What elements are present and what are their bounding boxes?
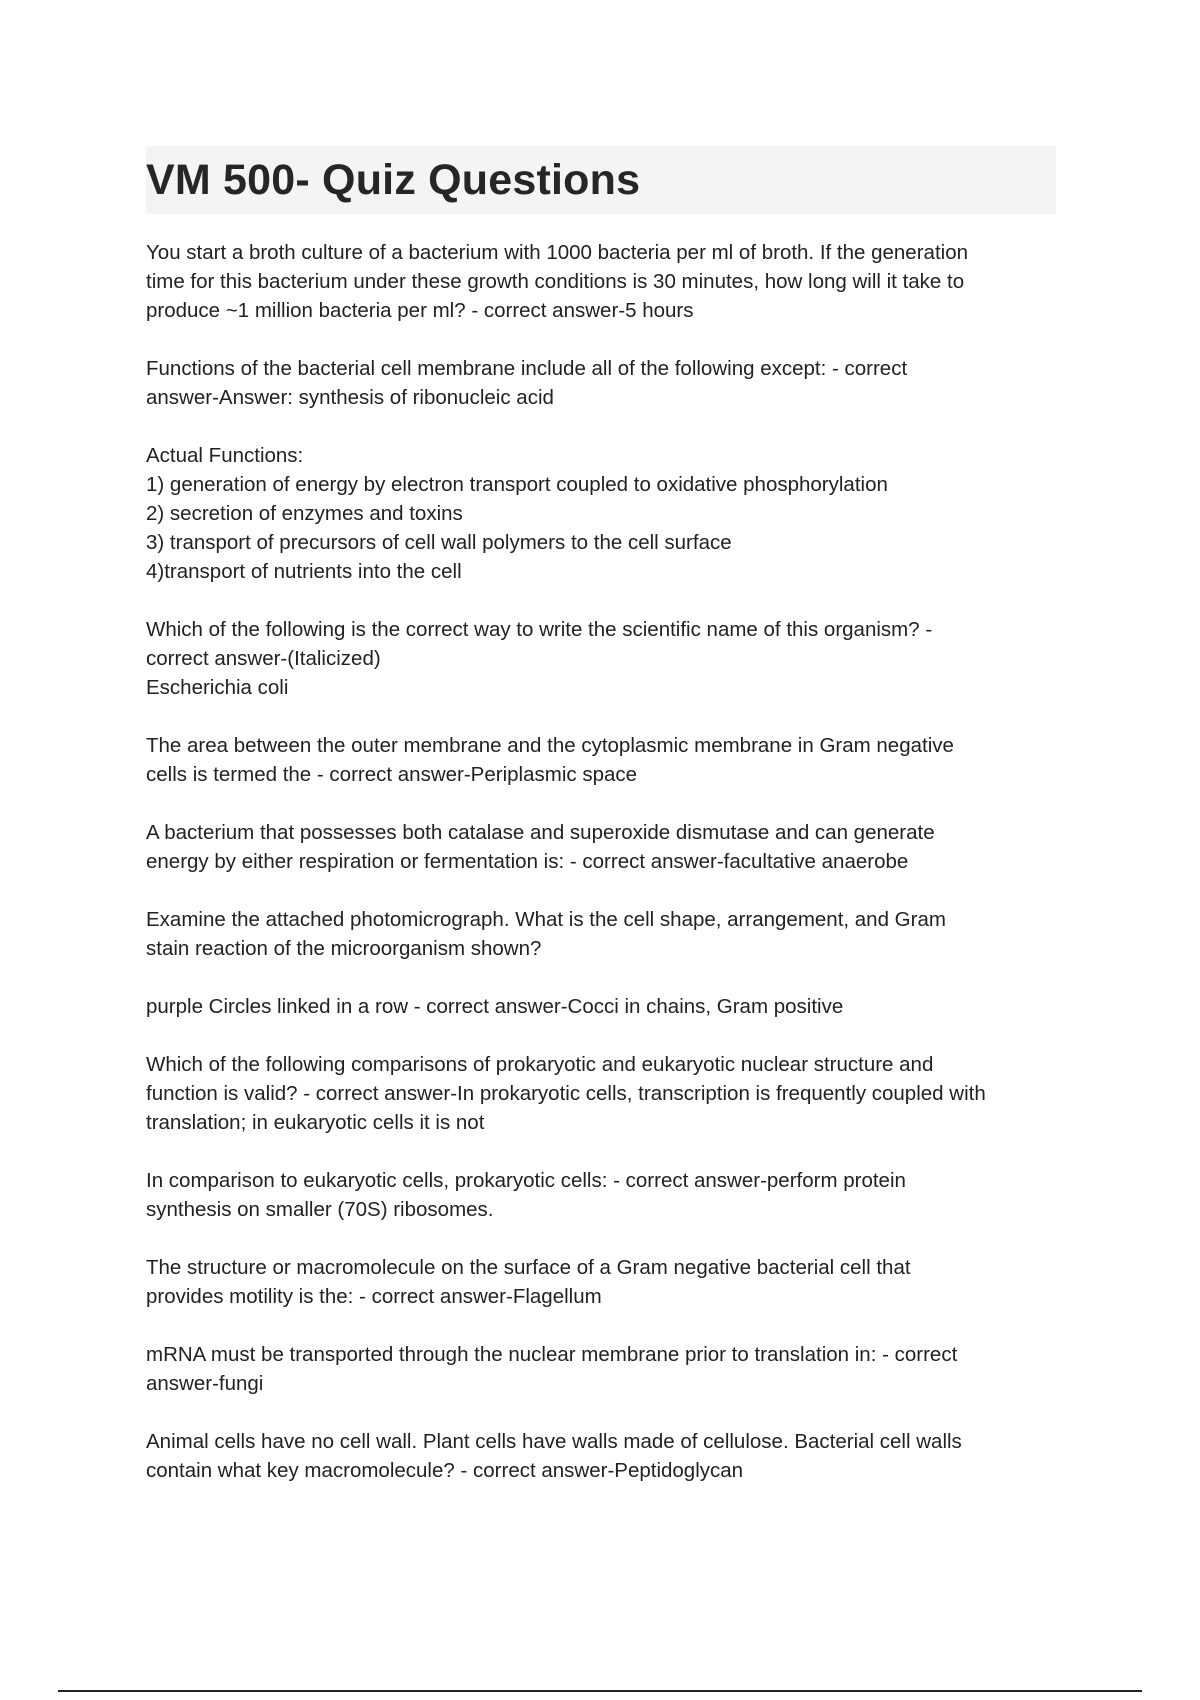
text-line: Examine the attached photomicrograph. What is the cell shape, arrangement, and Gram <box>146 908 946 931</box>
text-line: The structure or macromolecule on the surface of a Gram negative bacterial cell that <box>146 1256 911 1279</box>
text-line: Animal cells have no cell wall. Plant cells have walls made of cellulose. Bacterial cell walls <box>146 1430 962 1453</box>
text-line: Which of the following comparisons of prokaryotic and eukaryotic nuclear structure and <box>146 1053 934 1076</box>
paragraph <box>146 731 1066 789</box>
text-line: 4)transport of nutrients into the cell <box>146 560 462 583</box>
text-line: 3) transport of precursors of cell wall polymers to the cell surface <box>146 531 732 554</box>
text-line: 2) secretion of enzymes and toxins <box>146 502 463 525</box>
text-line: answer-fungi <box>146 1372 264 1395</box>
text-line: contain what key macromolecule? - correct answer-Peptidoglycan <box>146 1459 744 1482</box>
text-line: Escherichia coli <box>146 676 289 699</box>
text-line: purple Circles linked in a row - correct answer-Cocci in chains, Gram positive <box>146 995 844 1018</box>
paragraph <box>146 615 1066 702</box>
text-line: In comparison to eukaryotic cells, prokaryotic cells: - correct answer-perform protein <box>146 1169 906 1192</box>
paragraph <box>146 1166 1066 1224</box>
qa-block <box>146 731 1066 789</box>
footer-divider <box>58 1690 1142 1692</box>
text-line: cells is termed the - correct answer-Periplasmic space <box>146 763 638 786</box>
text-line: Actual Functions: <box>146 444 304 467</box>
paragraph <box>146 818 1066 876</box>
page-title: VM 500- Quiz Questions <box>146 155 641 204</box>
text-line: Functions of the bacterial cell membrane include all of the following except: - correct <box>146 357 908 380</box>
text-line: You start a broth culture of a bacterium with 1000 bacteria per ml of broth. If the generation <box>146 241 968 264</box>
qa-block <box>146 441 1066 586</box>
text-line: 1) generation of energy by electron transport coupled to oxidative phosphorylation <box>146 473 888 496</box>
text-line: correct answer-(Italicized) <box>146 647 381 670</box>
text-line: time for this bacterium under these growth conditions is 30 minutes, how long will it take to <box>146 270 965 293</box>
text-line: mRNA must be transported through the nuclear membrane prior to translation in: - correct <box>146 1343 958 1366</box>
title-banner <box>146 146 1056 214</box>
qa-block <box>146 238 1066 325</box>
qa-block <box>146 354 1066 412</box>
paragraph <box>146 1340 1066 1398</box>
text-line: energy by either respiration or fermentation is: - correct answer-facultative anaerobe <box>146 850 909 873</box>
text-line: produce ~1 million bacteria per ml? - correct answer-5 hours <box>146 299 694 322</box>
qa-block <box>146 818 1066 876</box>
text-line: The area between the outer membrane and the cytoplasmic membrane in Gram negative <box>146 734 954 757</box>
qa-list <box>146 238 1066 1514</box>
paragraph <box>146 238 1066 325</box>
text-line: synthesis on smaller (70S) ribosomes. <box>146 1198 494 1221</box>
text-line: function is valid? - correct answer-In prokaryotic cells, transcription is frequently coupled with <box>146 1082 986 1105</box>
paragraph <box>146 905 1066 963</box>
text-line: A bacterium that possesses both catalase and superoxide dismutase and can generate <box>146 821 935 844</box>
paragraph <box>146 1253 1066 1311</box>
qa-block <box>146 992 1066 1021</box>
qa-block <box>146 1253 1066 1311</box>
qa-block <box>146 1340 1066 1398</box>
paragraph <box>146 1427 1066 1485</box>
text-line: Which of the following is the correct way to write the scientific name of this organism? - <box>146 618 933 641</box>
paragraph <box>146 441 1066 586</box>
text-line: answer-Answer: synthesis of ribonucleic acid <box>146 386 554 409</box>
paragraph <box>146 354 1066 412</box>
paragraph <box>146 992 1066 1021</box>
qa-block <box>146 615 1066 702</box>
text-line: translation; in eukaryotic cells it is not <box>146 1111 485 1134</box>
paragraph <box>146 1050 1066 1137</box>
qa-block <box>146 1166 1066 1224</box>
text-line: provides motility is the: - correct answer-Flagellum <box>146 1285 602 1308</box>
text-line: stain reaction of the microorganism shown? <box>146 937 542 960</box>
qa-block <box>146 1050 1066 1137</box>
qa-block <box>146 905 1066 963</box>
qa-block <box>146 1427 1066 1485</box>
